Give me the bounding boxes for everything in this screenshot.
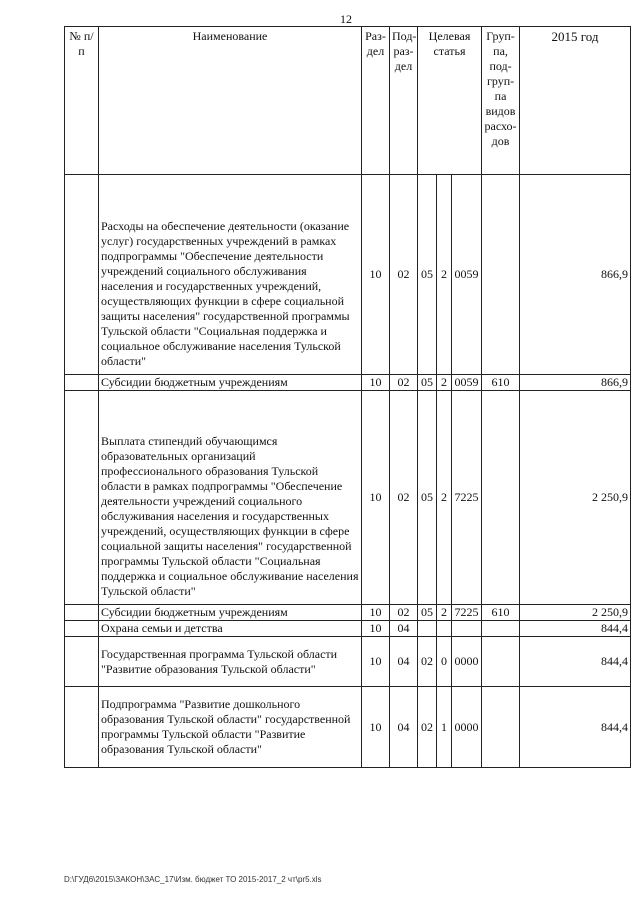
cell-target-1: 02 (418, 637, 437, 687)
cell-amount: 2 250,9 (520, 605, 631, 621)
cell-expense-group (482, 687, 520, 768)
cell-target-1: 05 (418, 175, 437, 375)
cell-num (65, 391, 99, 605)
cell-amount: 844,4 (520, 637, 631, 687)
cell-target-2: 2 (437, 375, 452, 391)
cell-section: 10 (362, 637, 390, 687)
cell-num (65, 375, 99, 391)
cell-expense-group: 610 (482, 605, 520, 621)
cell-target-1: 05 (418, 391, 437, 605)
cell-name: Государственная программа Тульской области "Развитие образования Тульской области" (99, 637, 362, 687)
table-row (65, 637, 631, 687)
cell-section: 10 (362, 175, 390, 375)
cell-target-3: 0000 (452, 687, 482, 768)
table-row (65, 175, 631, 375)
cell-target-3 (452, 621, 482, 637)
cell-expense-group (482, 175, 520, 375)
cell-amount: 844,4 (520, 687, 631, 768)
cell-amount: 844,4 (520, 621, 631, 637)
cell-name: Выплата стипендий обучающимся образовательных организаций профессионального образования Тульской области в рамках подпрограммы "Обеспечение деятельности учреждений социального обслуживания населения и государственных учреждений, осуществляющих функции в сфере социальной защиты населения" государственной программы Тульской области "Социальная поддержка и социальное обслуживание населения Тульской области" (99, 391, 362, 605)
cell-amount: 866,9 (520, 375, 631, 391)
cell-section: 10 (362, 391, 390, 605)
header-num: № п/п (65, 27, 99, 175)
cell-num (65, 175, 99, 375)
cell-target-3: 7225 (452, 391, 482, 605)
cell-section: 10 (362, 621, 390, 637)
cell-target-3: 0059 (452, 375, 482, 391)
cell-subsection: 02 (390, 175, 418, 375)
file-path-footer: D:\ГУД6\2015\ЗАКОН\ЗАС_17\Изм. бюджет ТО 2015-2017_2 чт\pr5.xls (64, 875, 322, 884)
cell-target-1: 05 (418, 375, 437, 391)
cell-expense-group (482, 621, 520, 637)
header-name: Наименование (99, 27, 362, 175)
cell-subsection: 02 (390, 391, 418, 605)
cell-target-2: 2 (437, 175, 452, 375)
cell-target-1 (418, 621, 437, 637)
cell-num (65, 637, 99, 687)
page-number: 12 (340, 12, 352, 26)
cell-target-3: 0059 (452, 175, 482, 375)
cell-section: 10 (362, 687, 390, 768)
cell-subsection: 02 (390, 605, 418, 621)
table-row (65, 687, 631, 768)
cell-num (65, 605, 99, 621)
cell-target-3: 7225 (452, 605, 482, 621)
cell-num (65, 687, 99, 768)
header-target-article: Целевая статья (418, 27, 482, 175)
cell-target-2: 0 (437, 637, 452, 687)
cell-subsection: 04 (390, 687, 418, 768)
header-expense-group: Груп-па, под-груп-па видов расхо-дов (482, 27, 520, 175)
cell-name: Подпрограмма "Развитие дошкольного образования Тульской области" государственной программы Тульской области "Развитие образования Тульской области" (99, 687, 362, 768)
cell-expense-group (482, 637, 520, 687)
table-row (65, 391, 631, 605)
table-row (65, 375, 631, 391)
cell-section: 10 (362, 375, 390, 391)
cell-name: Субсидии бюджетным учреждениям (99, 375, 362, 391)
cell-name: Охрана семьи и детства (99, 621, 362, 637)
table-row (65, 605, 631, 621)
cell-target-2: 1 (437, 687, 452, 768)
cell-target-2 (437, 621, 452, 637)
cell-name: Субсидии бюджетным учреждениям (99, 605, 362, 621)
cell-num (65, 621, 99, 637)
header-subsection: Под-раз-дел (390, 27, 418, 175)
cell-amount: 2 250,9 (520, 391, 631, 605)
cell-expense-group (482, 391, 520, 605)
cell-subsection: 04 (390, 637, 418, 687)
cell-expense-group: 610 (482, 375, 520, 391)
table-row (65, 621, 631, 637)
cell-target-2: 2 (437, 391, 452, 605)
cell-target-1: 02 (418, 687, 437, 768)
table-header-row (65, 27, 631, 175)
header-section: Раз-дел (362, 27, 390, 175)
header-year: 2015 год (520, 27, 631, 175)
cell-section: 10 (362, 605, 390, 621)
cell-subsection: 02 (390, 375, 418, 391)
cell-target-1: 05 (418, 605, 437, 621)
cell-subsection: 04 (390, 621, 418, 637)
cell-amount: 866,9 (520, 175, 631, 375)
cell-target-2: 2 (437, 605, 452, 621)
cell-target-3: 0000 (452, 637, 482, 687)
budget-table (64, 26, 631, 768)
cell-name: Расходы на обеспечение деятельности (оказание услуг) государственных учреждений в рамках подпрограммы "Обеспечение деятельности учреждений социального обслуживания населения и государственных учреждений, осуществляющих функции в сфере социальной защиты населения" государственной программы Тульской области "Социальная поддержка и социальное обслуживание населения Тульской области" (99, 175, 362, 375)
